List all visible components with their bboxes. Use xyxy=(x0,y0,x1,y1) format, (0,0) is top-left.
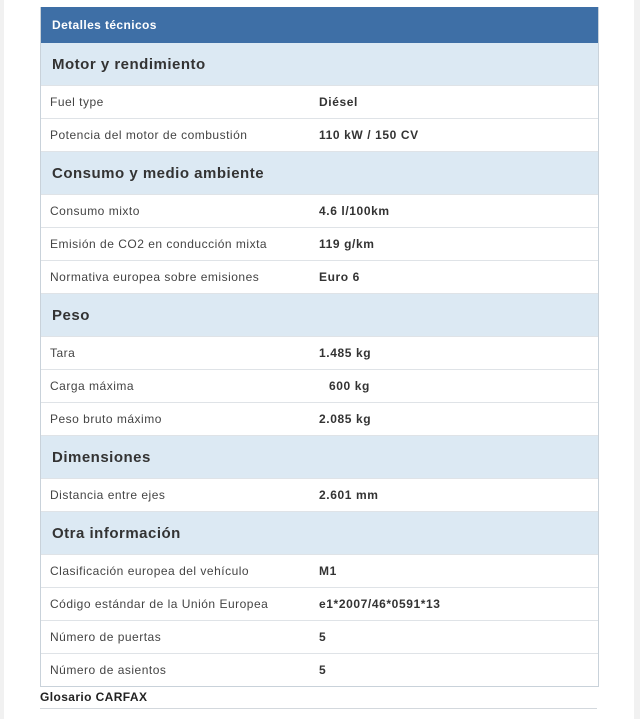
spec-value: M1 xyxy=(319,564,337,578)
spec-value: Euro 6 xyxy=(319,270,360,284)
spec-row-seats xyxy=(41,654,598,686)
spec-row-tare xyxy=(41,337,598,370)
spec-row-eu-code xyxy=(41,588,598,621)
section-heading-weight: Peso xyxy=(41,294,598,337)
spec-value: 110 kW / 150 CV xyxy=(319,128,419,142)
spec-row-mixed-consumption xyxy=(41,195,598,228)
spec-row-doors xyxy=(41,621,598,654)
page-edge-right xyxy=(634,0,640,719)
section-heading-other-info: Otra información xyxy=(41,512,598,555)
spec-value: 2.601 mm xyxy=(319,488,379,502)
page-edge-left xyxy=(0,0,4,719)
spec-value: 600 kg xyxy=(329,379,370,393)
technical-details-panel xyxy=(40,7,599,687)
section-heading-dimensions: Dimensiones xyxy=(41,436,598,479)
spec-value: 2.085 kg xyxy=(319,412,372,426)
glossary-label[interactable]: Glosario CARFAX xyxy=(40,690,148,704)
spec-value: 5 xyxy=(319,630,327,644)
spec-label: Número de puertas xyxy=(50,630,162,644)
panel-title: Detalles técnicos xyxy=(52,18,157,32)
spec-row-vehicle-class xyxy=(41,555,598,588)
section-heading-motor: Motor y rendimiento xyxy=(41,43,598,86)
spec-value: 1.485 kg xyxy=(319,346,372,360)
spec-label: Número de asientos xyxy=(50,663,167,677)
spec-value: Diésel xyxy=(319,95,358,109)
spec-label: Normativa europea sobre emisiones xyxy=(50,270,260,284)
section-heading-consumption: Consumo y medio ambiente xyxy=(41,152,598,195)
spec-label: Emisión de CO2 en conducción mixta xyxy=(50,237,268,251)
spec-row-fuel-type xyxy=(41,86,598,119)
glossary-heading[interactable] xyxy=(40,690,597,709)
spec-row-wheelbase xyxy=(41,479,598,512)
spec-label: Peso bruto máximo xyxy=(50,412,162,426)
spec-value: e1*2007/46*0591*13 xyxy=(319,597,441,611)
spec-row-gross-weight xyxy=(41,403,598,436)
spec-label: Consumo mixto xyxy=(50,204,140,218)
spec-row-engine-power xyxy=(41,119,598,152)
spec-value: 5 xyxy=(319,663,327,677)
spec-label: Tara xyxy=(50,346,76,360)
spec-label: Clasificación europea del vehículo xyxy=(50,564,250,578)
panel-header xyxy=(41,7,598,43)
spec-label: Código estándar de la Unión Europea xyxy=(50,597,269,611)
spec-value: 119 g/km xyxy=(319,237,375,251)
spec-row-co2-emission xyxy=(41,228,598,261)
spec-label: Distancia entre ejes xyxy=(50,488,166,502)
spec-label: Carga máxima xyxy=(50,379,135,393)
spec-row-max-load xyxy=(41,370,598,403)
spec-row-emission-standard xyxy=(41,261,598,294)
spec-value: 4.6 l/100km xyxy=(319,204,390,218)
spec-label: Potencia del motor de combustión xyxy=(50,128,248,142)
spec-label: Fuel type xyxy=(50,95,104,109)
